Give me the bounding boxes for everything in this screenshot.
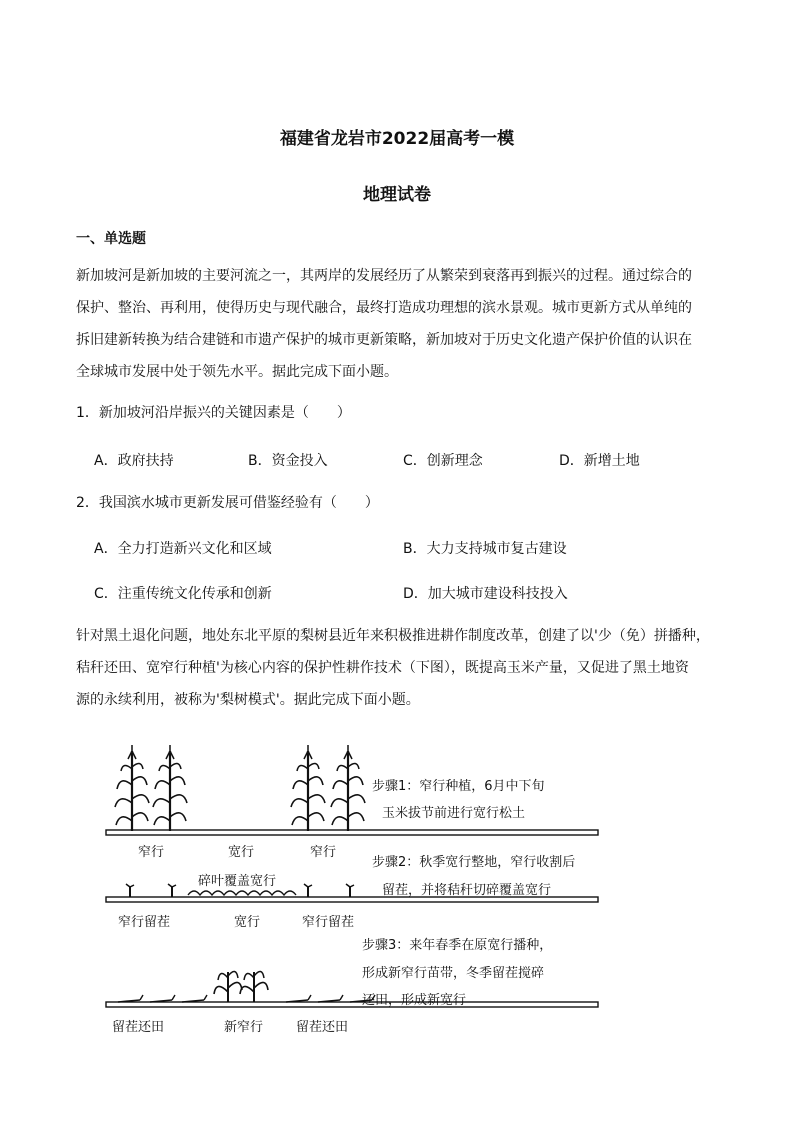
residue-icon	[182, 995, 207, 1002]
passage-2-line: 秸秆还田、宽窄行种植'为核心内容的保护性耕作技术（下图），既提高玉米产量，又促进了黑土地资	[76, 660, 689, 676]
soil-line	[106, 1002, 598, 1007]
residue-icon	[150, 995, 175, 1002]
question-2-stem: 2．我国滨水城市更新发展可借鉴经验有（ ）	[76, 495, 379, 511]
soil-line	[106, 830, 598, 835]
crushed-straw-cover	[188, 891, 296, 895]
passage-1-line: 全球城市发展中处于领先水平。据此完成下面小题。	[76, 364, 398, 380]
passage-2-line: 源的永续利用，被称为'梨树模式'。据此完成下面小题。	[76, 692, 420, 708]
passage-1-line: 新加坡河是新加坡的主要河流之一，其两岸的发展经历了从繁荣到衰落再到振兴的过程。通过综合的	[76, 268, 692, 284]
question-2-option-a[interactable]: A．全力打造新兴文化和区域	[94, 541, 272, 557]
step2-label-stubble-2: 窄行留茬	[302, 915, 355, 930]
step2-label-wide: 宽行	[234, 915, 261, 930]
step1-label-wide: 宽行	[228, 845, 255, 860]
step3-text-line2: 形成新窄行苗带，冬季留茬搅碎	[362, 966, 545, 981]
corn-plant-icon	[291, 745, 325, 831]
step2-label-stubble-1: 窄行留茬	[118, 915, 171, 930]
corn-plant-icon	[331, 745, 365, 831]
passage-1-line: 保护、整治、再利用，使得历史与现代融合，最终打造成功理想的滨水景观。城市更新方式从单纯的	[76, 300, 692, 316]
stubble-icon	[126, 884, 134, 897]
residue-icon	[286, 995, 311, 1002]
stubble-icon	[346, 884, 354, 897]
stubble-icon	[168, 884, 176, 897]
stubble-icon	[304, 884, 312, 897]
step3-label-residue-1: 留茬还田	[112, 1020, 165, 1035]
seedling-icon	[214, 971, 242, 1002]
step1-text-line2: 玉米拔节前进行宽行松土	[382, 806, 526, 821]
passage-1-line: 拆旧建新转换为结合建链和市遗产保护的城市更新策略，新加坡对于历史文化遗产保护价值的认识在	[76, 332, 692, 348]
passage-1	[76, 260, 726, 388]
step3-label-residue-2: 留茬还田	[296, 1020, 349, 1035]
question-2-option-b[interactable]: B．大力支持城市复古建设	[403, 541, 567, 557]
question-2-option-d[interactable]: D．加大城市建设科技投入	[403, 586, 568, 602]
corn-plant-icon	[153, 745, 187, 831]
tillage-diagram	[100, 735, 660, 1045]
step3-label-new-narrow: 新窄行	[224, 1020, 264, 1035]
question-2-option-c[interactable]: C．注重传统文化传承和创新	[94, 586, 272, 602]
seedling-icon	[240, 971, 268, 1002]
step1-text-line1: 步骤1：窄行种植，6月中下旬	[372, 779, 545, 794]
passage-2	[76, 620, 736, 716]
section-heading: 一、单选题	[76, 231, 146, 247]
question-1-option-c[interactable]: C．创新理念	[403, 453, 483, 469]
question-1-option-b[interactable]: B．资金投入	[248, 453, 328, 469]
page-title: 福建省龙岩市2022届高考一模	[279, 129, 515, 149]
question-1-option-d[interactable]: D．新增土地	[559, 453, 640, 469]
question-1-option-a[interactable]: A．政府扶持	[94, 453, 174, 469]
step3-text-line3: 还田，形成新宽行	[362, 993, 467, 1008]
residue-icon	[118, 995, 143, 1002]
step2-text-line2: 留茬，并将秸秆切碎覆盖宽行	[382, 883, 552, 898]
step3-text-line1: 步骤3：来年春季在原宽行播种，	[362, 938, 553, 953]
page-subtitle: 地理试卷	[363, 185, 431, 205]
step2-text-line1: 步骤2：秋季宽行整地，窄行收割后	[372, 855, 576, 870]
question-1-stem: 1．新加坡河沿岸振兴的关键因素是（ ）	[76, 405, 351, 421]
passage-2-line: 针对黑土退化问题，地处东北平原的梨树县近年来积极推进耕作制度改革，创建了以'少（免）拼播种，	[76, 628, 710, 644]
step1-label-narrow-1: 窄行	[138, 845, 165, 860]
step1-label-narrow-2: 窄行	[310, 845, 337, 860]
residue-icon	[318, 995, 343, 1002]
corn-plant-icon	[115, 745, 149, 831]
step2-cover-label: 碎叶覆盖宽行	[198, 874, 277, 889]
